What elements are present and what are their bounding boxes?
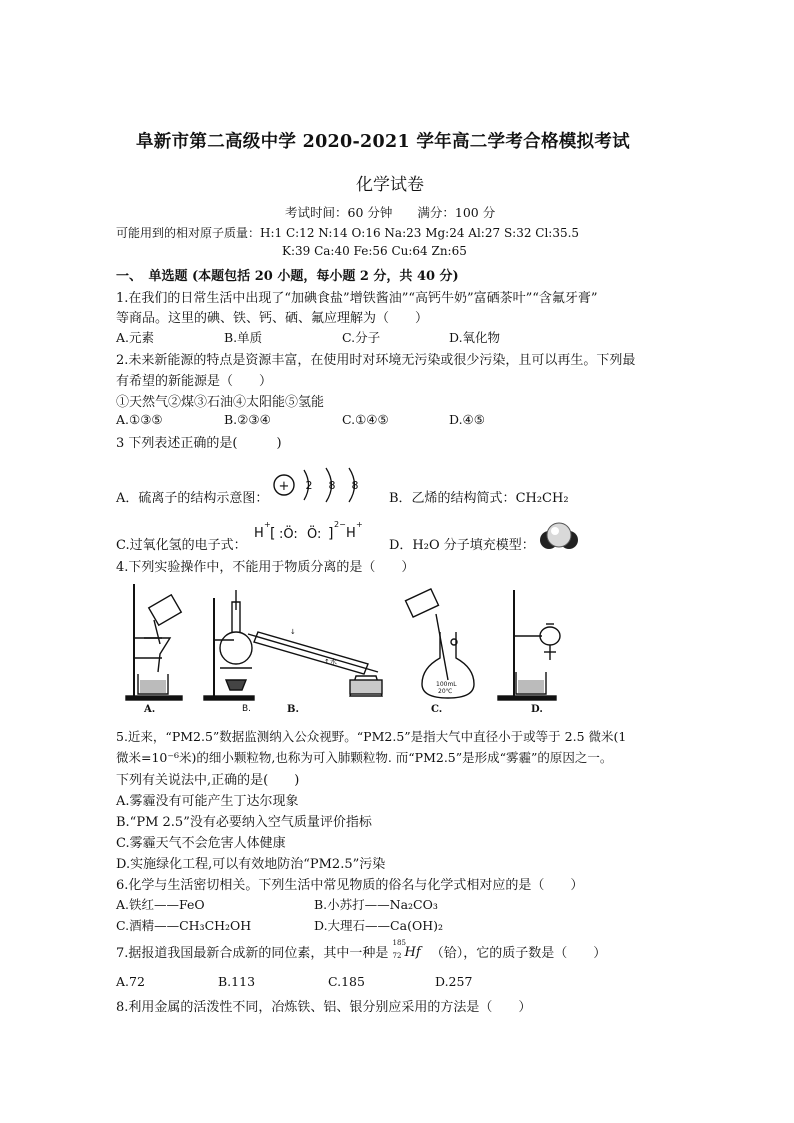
q5-line-1: 5.近来，“PM2.5”数据监测纳入公众视野。“PM2.5”是指大气中直径小于或等于 2.5 微米(1 <box>116 729 627 744</box>
hydrogen-peroxide-electron-formula <box>252 515 364 547</box>
q5-line-2: 微米=10⁻⁶米)的细小颗粒物,也称为可入肺颗粒物. 而“PM2.5”是形成“雾霾”的原因之一。 <box>116 750 613 765</box>
exam-title: 阜新市第二高级中学 2020-2021 学年高二学考合格模拟考试 <box>136 132 630 152</box>
svg-text:8: 8 <box>328 479 336 492</box>
q1-line-1: 1.在我们的日常生活中出现了“加碘食盐”增铁酱油”“高钙牛奶”富硒茶叶”“含氟牙膏” <box>116 291 598 306</box>
exam-subtitle: 化学试卷 <box>356 175 424 195</box>
svg-text:8: 8 <box>351 479 359 492</box>
q1-option-b: B.单质 <box>224 330 263 345</box>
sulfide-ion-structure-diagram <box>271 466 367 506</box>
apparatus-d-separatory-funnel <box>498 590 560 700</box>
svg-text:H: H <box>346 526 356 541</box>
svg-text:]: ] <box>328 526 334 542</box>
q1-option-c: C.分子 <box>342 330 381 345</box>
q7-option-d: D.257 <box>435 974 473 989</box>
q5-line-3: 下列有关说法中,正确的是( ) <box>116 773 300 788</box>
water-space-filling-model <box>537 522 581 552</box>
q5-option-c: C.雾霾天气不会危害人体健康 <box>116 836 286 851</box>
q1-option-a: A.元素 <box>116 330 155 345</box>
q6-option-b: B.小苏打——Na₂CO₃ <box>314 897 438 912</box>
q7-option-c: C.185 <box>328 974 365 989</box>
q7-isotope-mass: 185 <box>392 938 406 947</box>
q2-option-d: D.④⑤ <box>449 412 485 427</box>
svg-text:20℃: 20℃ <box>438 688 453 695</box>
svg-text:H: H <box>254 526 264 541</box>
atomic-mass-line-2: K:39 Ca:40 Fe:56 Cu:64 Zn:65 <box>282 244 467 258</box>
q2-line-2: 有希望的新能源是（ ） <box>116 374 273 389</box>
svg-text:↓: ↓ <box>290 628 296 636</box>
q4-label-d: D. <box>531 704 543 715</box>
q5-option-a: A.雾霾没有可能产生丁达尔现象 <box>116 794 299 809</box>
svg-text:2−: 2− <box>334 520 346 529</box>
svg-text:B.: B. <box>242 704 252 714</box>
svg-text:[: [ <box>270 526 276 542</box>
apparatus-c-volumetric-flask <box>406 589 474 698</box>
apparatus-a-filtration <box>126 584 182 700</box>
q2-line-3: ①天然气②煤③石油④太阳能⑤氢能 <box>116 395 325 410</box>
q2-option-c: C.①④⑤ <box>342 412 389 427</box>
q1-line-2: 等商品。这里的碘、铁、钙、硒、氟应理解为（ ） <box>116 311 429 326</box>
q7-option-b: B.113 <box>218 974 256 989</box>
svg-text:+: + <box>264 520 271 529</box>
q2-option-b: B.②③④ <box>224 412 271 427</box>
q3-option-b-label: B．乙烯的结构简式： <box>389 491 516 506</box>
apparatus-b-distillation <box>204 590 382 714</box>
q6-option-c: C.酒精——CH₃CH₂OH <box>116 918 252 933</box>
svg-text:+: + <box>278 479 290 494</box>
q7-stem-post: （铪），它的质子数是（ ） <box>430 946 607 961</box>
section-heading: 一、 单选题 (本题包括 20 小题，每小题 2 分，共 40 分) <box>116 269 459 284</box>
q1-option-d: D.氧化物 <box>449 330 501 345</box>
atomic-mass-line-1: 可能用到的相对原子质量：H:1 C:12 N:14 O:16 Na:23 Mg:24 Al:27 S:32 Cl:35.5 <box>116 226 580 240</box>
q2-line-1: 2.未来新能源的特点是资源丰富，在使用时对环境无污染或很少污染，且可以再生。下列最 <box>116 353 636 368</box>
q4-label-c: C. <box>431 704 443 715</box>
q5-option-b: B.“PM 2.5”没有必要纳入空气质量评价指标 <box>116 815 372 830</box>
svg-text:+: + <box>356 520 363 529</box>
q7-isotope-symbol: Hf <box>404 944 421 960</box>
q3-option-c: C.过氧化氢的电子式： <box>116 538 247 553</box>
q7-stem-pre: 7.据报道我国最新合成新的同位素，其中一种是 <box>116 946 389 961</box>
q4-stem: 4.下列实验操作中，不能用于物质分离的是（ ） <box>116 560 415 575</box>
lab-apparatus-figure <box>118 580 588 715</box>
exam-info: 考试时间：60 分钟 满分：100 分 <box>285 205 496 220</box>
q3-option-b <box>389 487 569 506</box>
svg-text:100mL: 100mL <box>436 681 457 688</box>
q4-label-a: A. <box>144 704 156 715</box>
q3-option-d: D．H₂O 分子填充模型： <box>389 538 535 553</box>
q3-option-a: A．硫离子的结构示意图： <box>116 491 269 506</box>
q7-stem <box>116 938 607 962</box>
q7-isotope-number: 72 <box>392 951 402 960</box>
svg-text::Ö:: :Ö: <box>279 527 298 542</box>
q7-isotope <box>392 938 427 962</box>
q4-label-b: B. <box>287 704 299 715</box>
q6-option-a: A.铁红——FeO <box>116 897 205 912</box>
q5-option-d: D.实施绿化工程,可以有效地防治“PM2.5”污染 <box>116 857 386 872</box>
q8-stem: 8.利用金属的活泼性不同，冶炼铁、铝、银分别应采用的方法是（ ） <box>116 1000 532 1015</box>
q6-option-d: D.大理石——Ca(OH)₂ <box>314 918 443 933</box>
q2-option-a: A.①③⑤ <box>116 412 163 427</box>
q7-option-a: A.72 <box>116 974 145 989</box>
svg-text:Ö:: Ö: <box>307 527 322 542</box>
q3-option-b-formula: CH₂CH₂ <box>515 491 569 506</box>
svg-text:2: 2 <box>305 479 313 492</box>
q3-stem: 3 下列表述正确的是( ) <box>116 436 282 451</box>
q6-stem: 6.化学与生活密切相关。下列生活中常见物质的俗名与化学式相对应的是（ ） <box>116 878 584 893</box>
svg-text:↑水: ↑水 <box>324 658 337 666</box>
